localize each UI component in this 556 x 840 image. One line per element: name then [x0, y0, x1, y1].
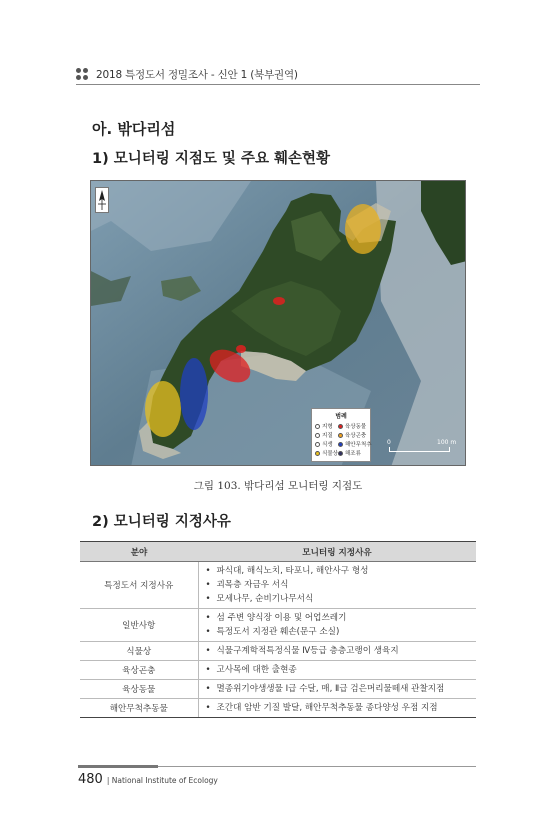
legend-item [338, 449, 372, 457]
header-text: 2018 특정도서 정밀조사 - 신안 1 (북부권역) [96, 68, 298, 81]
row-field: 일반사항 [80, 609, 198, 642]
satellite-map-image [91, 181, 466, 466]
reason-item: • 괴목층 자금우 서식 [203, 578, 473, 592]
figure-caption: 그림 103. 밖다리섬 모니터링 지점도 [193, 480, 363, 492]
table-row [80, 642, 476, 661]
legend-swatch-icon [315, 433, 320, 438]
table-row [80, 562, 476, 609]
row-reasons [198, 680, 476, 699]
legend-item [315, 431, 338, 439]
row-reasons [198, 609, 476, 642]
legend-label: 지형 [322, 424, 333, 430]
legend-label: 육상곤충 [344, 433, 367, 439]
row-reasons [198, 562, 476, 609]
reason-item: • 조간대 암반 기질 발달, 해안무척추동물 종다양성 우점 지점 [203, 701, 473, 715]
reason-item: • 특정도서 지정관 훼손(문구 소실) [203, 625, 473, 639]
legend-label: 식물상 [322, 451, 338, 457]
page-header [76, 64, 480, 84]
legend-label: 해안무척추 [344, 442, 372, 448]
table-body [80, 562, 476, 718]
institute-name: | National Institute of Ecology [106, 776, 218, 785]
legend-title: 범례 [335, 413, 347, 420]
legend-grid [315, 422, 372, 457]
legend-swatch-icon [338, 424, 343, 429]
legend-label: 육상동물 [344, 424, 367, 430]
reason-item: • 멸종위기야생생물 Ⅰ급 수달, 매, Ⅱ급 검은머리물떼새 관찰지점 [203, 682, 473, 696]
monitoring-reason-table [80, 541, 476, 718]
section-title: 아. 밖다리섬 [92, 120, 176, 138]
row-reasons [198, 642, 476, 661]
reason-item: • 섬 주변 양식장 이용 및 어업쓰레기 [203, 611, 473, 625]
institute-text: National Institute of Ecology [111, 776, 218, 785]
reason-item: • 파식대, 해식노치, 타포니, 해안사구 형성 [203, 564, 473, 578]
legend-item [338, 440, 372, 448]
row-field: 특정도서 지정사유 [80, 562, 198, 609]
page-number: 480 [78, 772, 103, 787]
table-row [80, 661, 476, 680]
reason-item: • 고사목에 대한 출현종 [203, 663, 473, 677]
table-row [80, 680, 476, 699]
legend-swatch-icon [315, 442, 320, 447]
reason-item: • 모세나무, 순비기나무서식 [203, 592, 473, 606]
legend-label: 지질 [322, 433, 333, 439]
row-field: 식물상 [80, 642, 198, 661]
table-row [80, 699, 476, 718]
header-divider [76, 84, 480, 85]
subsection-title-reason: 2) 모니터링 지정사유 [92, 514, 231, 530]
legend-swatch-icon [338, 442, 343, 447]
row-reasons [198, 699, 476, 718]
legend-item [315, 422, 338, 430]
scale-bar [387, 439, 457, 459]
subsection-title-map: 1) 모니터링 지점도 및 주요 훼손현황 [92, 151, 331, 167]
north-arrow-icon [95, 187, 109, 213]
page-footer [78, 772, 218, 787]
legend-label: 해조류 [344, 451, 361, 457]
legend-swatch-icon [338, 451, 343, 456]
row-field: 육상곤충 [80, 661, 198, 680]
reason-item: • 식물구계학적특정식물 Ⅳ등급 층층고랭이 생육지 [203, 644, 473, 658]
legend-item [338, 431, 372, 439]
legend-swatch-icon [315, 451, 320, 456]
row-field: 해안무척추동물 [80, 699, 198, 718]
monitoring-map [90, 180, 466, 466]
scale-start-label: 0 [387, 439, 391, 446]
map-legend [311, 408, 371, 462]
header-field: 분야 [80, 542, 198, 562]
footer-accent-bar [78, 765, 158, 768]
header-dots-icon [76, 68, 90, 80]
table-row [80, 609, 476, 642]
header-reason: 모니터링 지정사유 [198, 542, 476, 562]
legend-item [315, 440, 338, 448]
legend-swatch-icon [315, 424, 320, 429]
legend-item [338, 422, 372, 430]
table-header-row [80, 542, 476, 562]
row-reasons [198, 661, 476, 680]
legend-swatch-icon [338, 433, 343, 438]
legend-item [315, 449, 338, 457]
scale-end-label: 100 m [437, 439, 457, 446]
legend-label: 식생 [322, 442, 333, 448]
row-field: 육상동물 [80, 680, 198, 699]
